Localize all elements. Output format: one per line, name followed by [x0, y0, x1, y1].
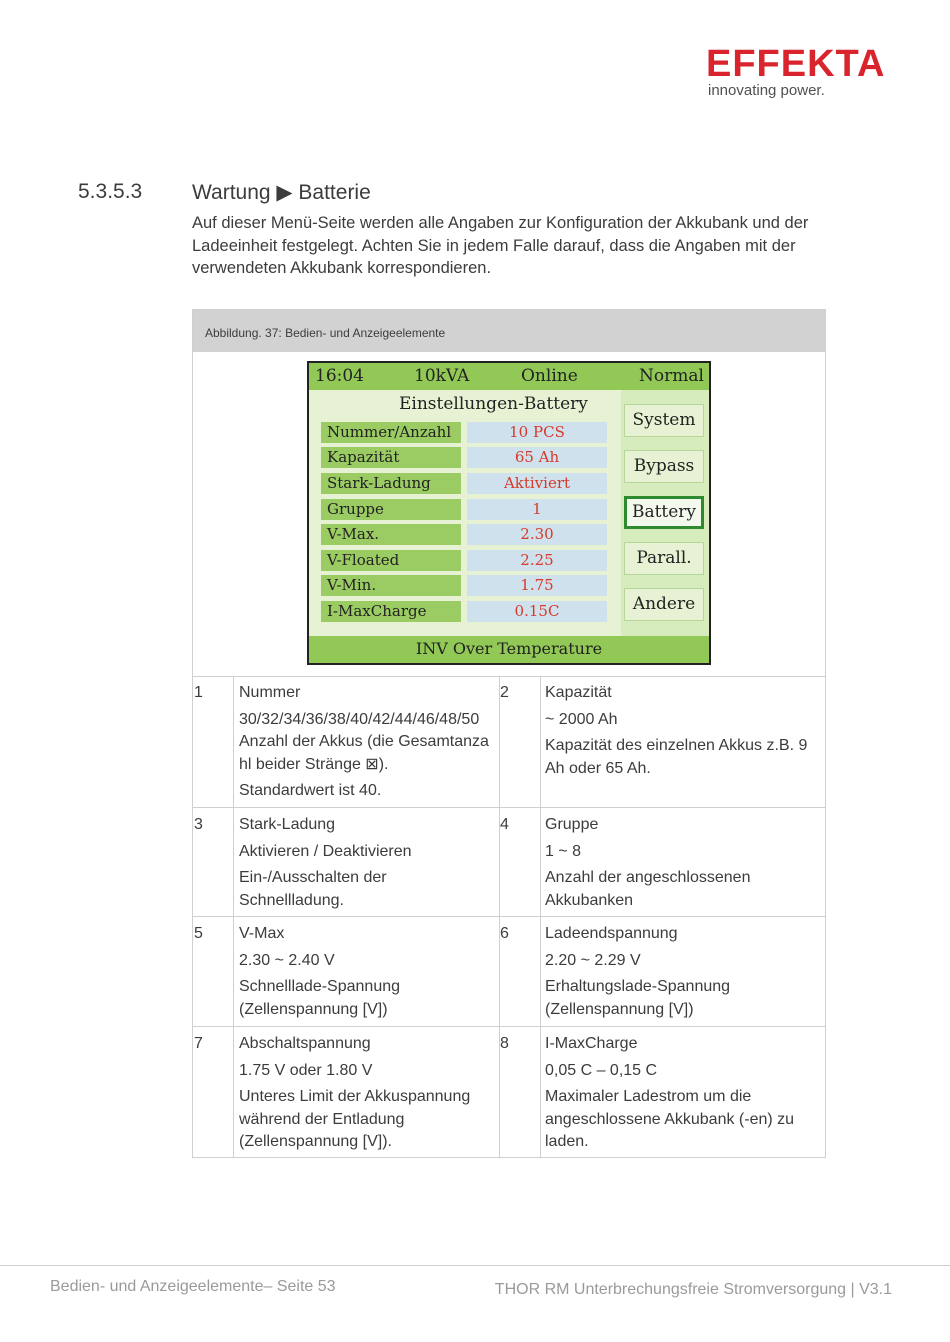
table-cell-number: 2	[500, 684, 509, 701]
table-cell-title: I-MaxCharge	[545, 1035, 638, 1052]
section-intro: Auf dieser Menü-Seite werden alle Angaben zur Konfiguration der Akkubank und der Ladeeinheit festgelegt. Achten Sie in jedem Falle darauf, dass die Angaben mit der verwendeten Akkubank korrespondieren.	[192, 214, 809, 277]
lcd-mode: Normal	[639, 366, 704, 386]
table-cell-description: Kapazität des einzelnen Akkus z.B. 9 Ah oder 65 Ah.	[545, 737, 808, 777]
table-cell-description: Erhaltungslade-Spannung (Zellenspannung [V])	[545, 978, 731, 1018]
menu-button-battery[interactable]: Battery	[624, 496, 704, 529]
table-cell-range: 30/32/34/36/38/40/42/44/46/48/50 Anzahl der Akkus (die Gesamtanzahl beider Stränge ⊠).	[239, 710, 489, 773]
table-cell	[545, 682, 817, 784]
setting-value-nummer[interactable]: 10 PCS	[467, 422, 607, 443]
table-cell-number: 4	[500, 816, 509, 833]
setting-label-kapazitaet: Kapazität	[321, 447, 461, 468]
table-cell-range: ~ 2000 Ah	[545, 710, 618, 728]
table-cell	[545, 923, 817, 1025]
table-divider	[540, 676, 541, 1157]
table-cell-title: Kapazität	[545, 684, 612, 701]
setting-value-v-floated[interactable]: 2.25	[467, 550, 607, 571]
menu-button-system[interactable]: System	[624, 404, 704, 437]
figure-caption-bar	[193, 310, 825, 352]
table-cell-number: 1	[194, 684, 203, 701]
section-title: Wartung ▶ Batterie	[192, 181, 371, 204]
footer-page-label: Bedien- und Anzeigeelemente– Seite 53	[50, 1278, 336, 1295]
table-cell-number: 8	[500, 1035, 509, 1052]
setting-value-i-maxcharge[interactable]: 0.15C	[467, 601, 607, 622]
table-divider	[499, 676, 500, 1157]
footer-document-title: THOR RM Unterbrechungsfreie Stromversorgung | V3.1	[494, 1281, 892, 1298]
menu-button-parall[interactable]: Parall.	[624, 542, 704, 575]
lcd-time: 16:04	[315, 366, 364, 386]
setting-label-stark-ladung: Stark-Ladung	[321, 473, 461, 494]
table-cell-number: 3	[194, 816, 203, 833]
menu-button-andere[interactable]: Andere	[624, 588, 704, 621]
logo-tagline: innovating power.	[708, 82, 825, 99]
table-cell-range: Aktivieren / Deaktivieren	[239, 842, 412, 860]
table-cell	[239, 682, 493, 807]
setting-label-v-max: V-Max.	[321, 524, 461, 545]
lcd-alarm-text: INV Over Temperature	[415, 639, 603, 658]
table-cell-range: 1 ~ 8	[545, 842, 582, 860]
table-rule	[193, 676, 825, 677]
figure-frame	[192, 309, 826, 1158]
table-cell	[239, 814, 493, 916]
setting-value-stark-ladung[interactable]: Aktiviert	[467, 473, 607, 494]
lcd-alarm-bar	[309, 636, 709, 663]
table-cell-description: Standardwert ist 40.	[239, 782, 382, 799]
table-cell-range: 0,05 C – 0,15 C	[545, 1061, 658, 1079]
figure-caption: Abbildung. 37: Bedien- und Anzeigeelemente	[205, 326, 446, 340]
table-cell	[239, 923, 493, 1025]
table-cell-description: Ein-/Ausschalten der Schnellladung.	[239, 869, 387, 909]
table-cell	[545, 814, 817, 916]
setting-value-v-min[interactable]: 1.75	[467, 575, 607, 596]
lcd-status-bar	[309, 363, 709, 390]
lcd-menu	[621, 390, 709, 639]
lcd-power: 10kVA	[414, 366, 470, 386]
footer-divider	[0, 1265, 950, 1266]
table-cell	[545, 1033, 817, 1158]
section-number: 5.3.5.3	[78, 180, 143, 203]
table-cell-range: 1.75 V oder 1.80 V	[239, 1061, 373, 1079]
lcd-settings-panel	[309, 390, 621, 640]
table-cell-number: 6	[500, 925, 509, 942]
setting-label-nummer: Nummer/Anzahl	[321, 422, 461, 443]
setting-value-kapazitaet[interactable]: 65 Ah	[467, 447, 607, 468]
setting-label-v-floated: V-Floated	[321, 550, 461, 571]
table-rule	[193, 916, 825, 917]
menu-button-bypass[interactable]: Bypass	[624, 450, 704, 483]
table-cell-title: Stark-Ladung	[239, 816, 336, 833]
table-cell-number: 7	[194, 1035, 203, 1052]
effekta-logo	[706, 44, 886, 99]
setting-label-v-min: V-Min.	[321, 575, 461, 596]
table-rule	[193, 807, 825, 808]
lcd-screen	[307, 361, 711, 665]
lcd-heading: Einstellungen-Battery	[399, 394, 588, 414]
table-cell-number: 5	[194, 925, 203, 942]
table-cell-title: Ladeendspannung	[545, 925, 678, 942]
table-cell-description: Maximaler Ladestrom um die angeschlossene Akkubank (-en) zu laden.	[545, 1088, 795, 1150]
logo-wordmark: EFFEKTA	[706, 43, 886, 85]
lcd-status: Online	[521, 366, 578, 386]
table-cell-range: 2.20 ~ 2.29 V	[545, 951, 641, 969]
table-cell-title: Abschaltspannung	[239, 1035, 371, 1052]
table-cell-description: Schnelllade-Spannung (Zellenspannung [V])	[239, 978, 401, 1018]
setting-label-i-maxcharge: I-MaxCharge	[321, 601, 461, 622]
table-cell-title: Gruppe	[545, 816, 599, 833]
table-divider	[233, 676, 234, 1157]
setting-value-gruppe[interactable]: 1	[467, 499, 607, 520]
table-cell-description: Unteres Limit der Akkuspannung während der Entladung (Zellenspannung [V]).	[239, 1088, 471, 1150]
table-cell	[239, 1033, 493, 1158]
table-rule	[193, 1026, 825, 1027]
setting-value-v-max[interactable]: 2.30	[467, 524, 607, 545]
setting-label-gruppe: Gruppe	[321, 499, 461, 520]
table-cell-range: 2.30 ~ 2.40 V	[239, 951, 335, 969]
table-cell-title: V-Max	[239, 925, 285, 942]
table-cell-description: Anzahl der angeschlossenen Akkubanken	[545, 869, 751, 909]
table-cell-title: Nummer	[239, 684, 301, 701]
